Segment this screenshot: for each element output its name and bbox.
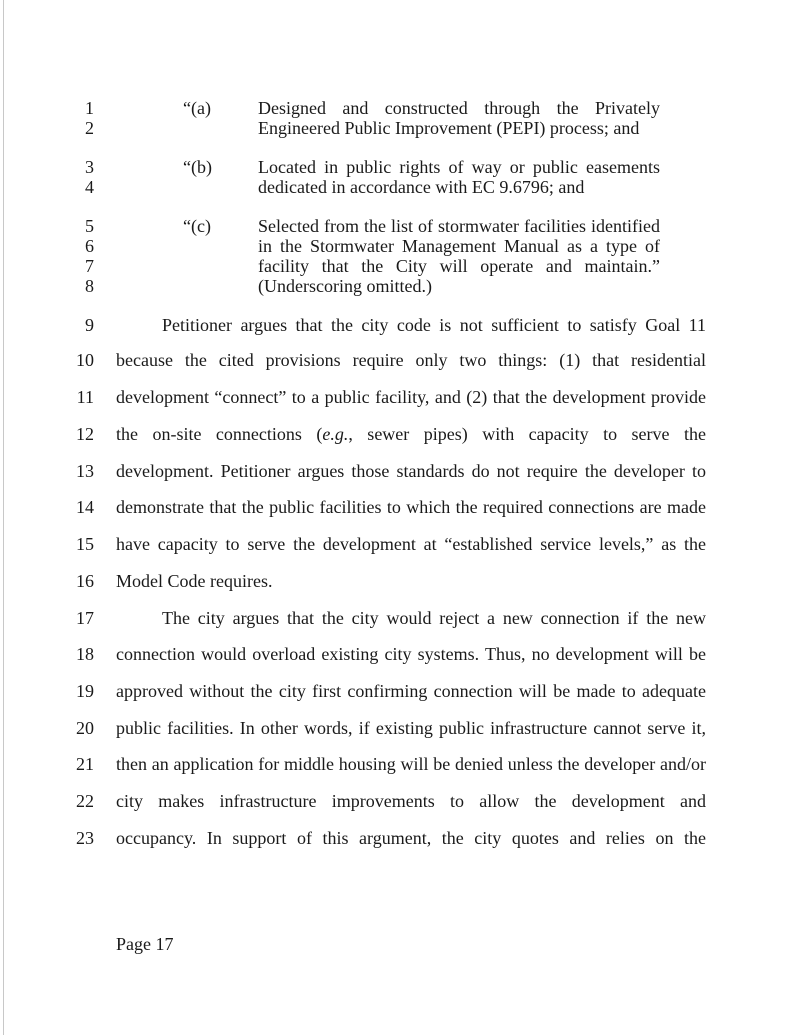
line-number: 8 [85, 276, 94, 296]
quote-item [183, 98, 663, 140]
italic-eg: e.g. [322, 424, 349, 444]
quote-line: facility that the City will operate and maintain.” [258, 256, 660, 276]
line-number: 18 [76, 644, 94, 664]
body-line: development “connect” to a public facility, and (2) that the development provide [116, 387, 706, 407]
line-number: 19 [76, 681, 94, 701]
line-number: 23 [76, 828, 94, 848]
quote-item [183, 157, 663, 199]
line-number: 1 [85, 98, 94, 118]
line-number: 16 [76, 571, 94, 591]
line-number: 7 [85, 256, 94, 276]
line-number: 3 [85, 157, 94, 177]
line-number: 6 [85, 236, 94, 256]
line-number: 11 [76, 387, 94, 407]
body-line: the on-site connections (e.g., sewer pipes) with capacity to serve the [116, 424, 706, 444]
quote-item-tag: “(a) [183, 98, 211, 118]
line-number: 4 [85, 177, 94, 197]
quote-item-tag: “(c) [183, 216, 211, 236]
paragraph-first-line: The city argues that the city would reject a new connection if the new [162, 608, 706, 628]
line-number: 22 [76, 791, 94, 811]
line-number: 2 [85, 118, 94, 138]
body-line: occupancy. In support of this argument, the city quotes and relies on the [116, 828, 706, 848]
quote-line: Selected from the list of stormwater facilities identified [258, 216, 660, 236]
line-number: 20 [76, 718, 94, 738]
body-line: connection would overload existing city systems. Thus, no development will be [116, 644, 706, 664]
paragraph-first-line: Petitioner argues that the city code is not sufficient to satisfy Goal 11 [162, 315, 706, 335]
quote-line: (Underscoring omitted.) [258, 276, 432, 296]
body-line: then an application for middle housing will be denied unless the developer and/or [116, 754, 706, 774]
quote-line: Engineered Public Improvement (PEPI) process; and [258, 118, 640, 138]
page-edge-rule [3, 0, 4, 1035]
body-line: public facilities. In other words, if existing public infrastructure cannot serve it, [116, 718, 706, 738]
body-line: have capacity to serve the development at “established service levels,” as the [116, 534, 706, 554]
body-line: because the cited provisions require only two things: (1) that residential [116, 350, 706, 370]
line-number: 13 [76, 461, 94, 481]
line-number: 14 [76, 497, 94, 517]
quote-line: Designed and constructed through the Privately [258, 98, 660, 118]
quote-line: Located in public rights of way or public easements [258, 157, 660, 177]
page-number: Page 17 [116, 934, 174, 954]
body-line: Model Code requires. [116, 571, 273, 591]
line-number: 10 [76, 350, 94, 370]
line-number: 9 [85, 315, 94, 335]
line-number: 17 [76, 608, 94, 628]
line-number: 21 [76, 754, 94, 774]
quote-item [183, 216, 663, 298]
line-number: 15 [76, 534, 94, 554]
line-number: 12 [76, 424, 94, 444]
body-line: city makes infrastructure improvements to allow the development and [116, 791, 706, 811]
body-line: demonstrate that the public facilities to which the required connections are made [116, 497, 706, 517]
quote-line: dedicated in accordance with EC 9.6796; and [258, 177, 585, 197]
line-number: 5 [85, 216, 94, 236]
body-line: development. Petitioner argues those standards do not require the developer to [116, 461, 706, 481]
body-line: approved without the city first confirming connection will be made to adequate [116, 681, 706, 701]
quote-item-tag: “(b) [183, 157, 212, 177]
quote-line: in the Stormwater Management Manual as a type of [258, 236, 660, 256]
